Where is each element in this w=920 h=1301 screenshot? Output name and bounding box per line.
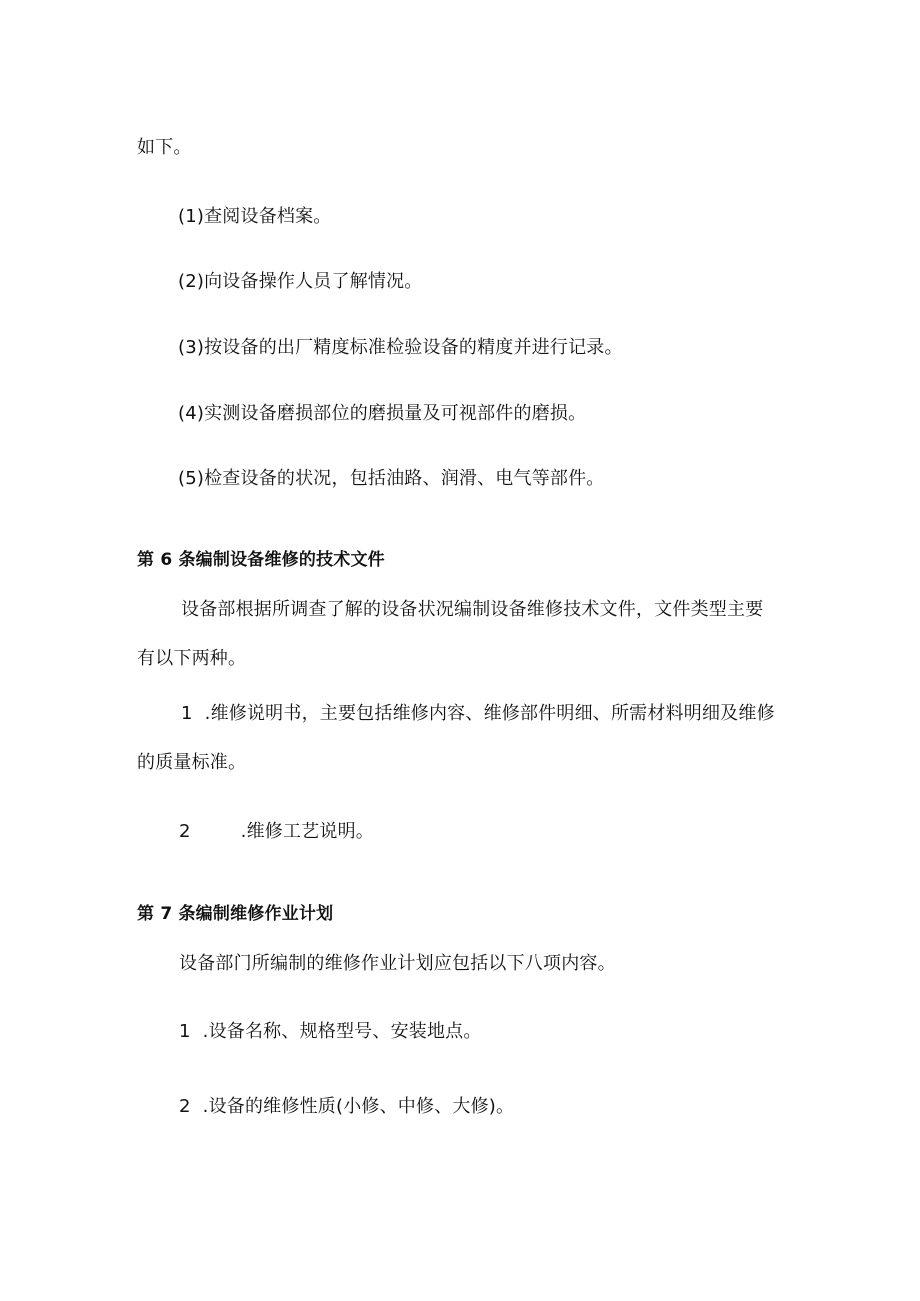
article-7-item-2-number: 2 <box>179 1096 191 1117</box>
article-7-item-2 <box>179 1095 514 1119</box>
article-6-item-1-text: .维修说明书，主要包括维修内容、维修部件明细、所需材料明细及维修 <box>204 703 775 724</box>
article-6-paragraph-line2: 有以下两种。 <box>137 648 247 669</box>
article-6-item-2-number: 2 <box>179 821 191 842</box>
article-6-item-1-number: 1 <box>181 703 193 724</box>
investigation-item-2: (2)向设备操作人员了解情况。 <box>178 271 423 292</box>
article-6-item-1-line1 <box>181 702 775 726</box>
article-7-item-1-text: .设备名称、规格型号、安装地点。 <box>202 1021 482 1042</box>
article-7-paragraph: 设备部门所编制的维修作业计划应包括以下八项内容。 <box>179 953 616 974</box>
article-7-item-1-number: 1 <box>179 1021 191 1042</box>
intro-tail: 如下。 <box>137 137 192 158</box>
article-6-paragraph-line1: 设备部根据所调查了解的设备状况编制设备维修技术文件，文件类型主要 <box>181 599 764 620</box>
investigation-item-4: (4)实测设备磨损部位的磨损量及可视部件的磨损。 <box>178 403 587 424</box>
article-6-item-2-text: .维修工艺说明。 <box>240 821 374 842</box>
investigation-item-1: (1)查阅设备档案。 <box>178 206 332 227</box>
article-6-item-1-line2: 的质量标准。 <box>137 752 247 773</box>
article-7-item-1 <box>179 1020 482 1044</box>
investigation-item-3: (3)按设备的出厂精度标准检验设备的精度并进行记录。 <box>178 337 623 358</box>
article-6-heading: 第 6 条编制设备维修的技术文件 <box>137 550 385 570</box>
article-6-item-2 <box>179 820 374 844</box>
investigation-item-5: (5)检查设备的状况，包括油路、润滑、电气等部件。 <box>178 468 605 489</box>
article-7-heading: 第 7 条编制维修作业计划 <box>137 904 334 924</box>
article-7-item-2-text: .设备的维修性质(小修、中修、大修)。 <box>202 1096 515 1117</box>
